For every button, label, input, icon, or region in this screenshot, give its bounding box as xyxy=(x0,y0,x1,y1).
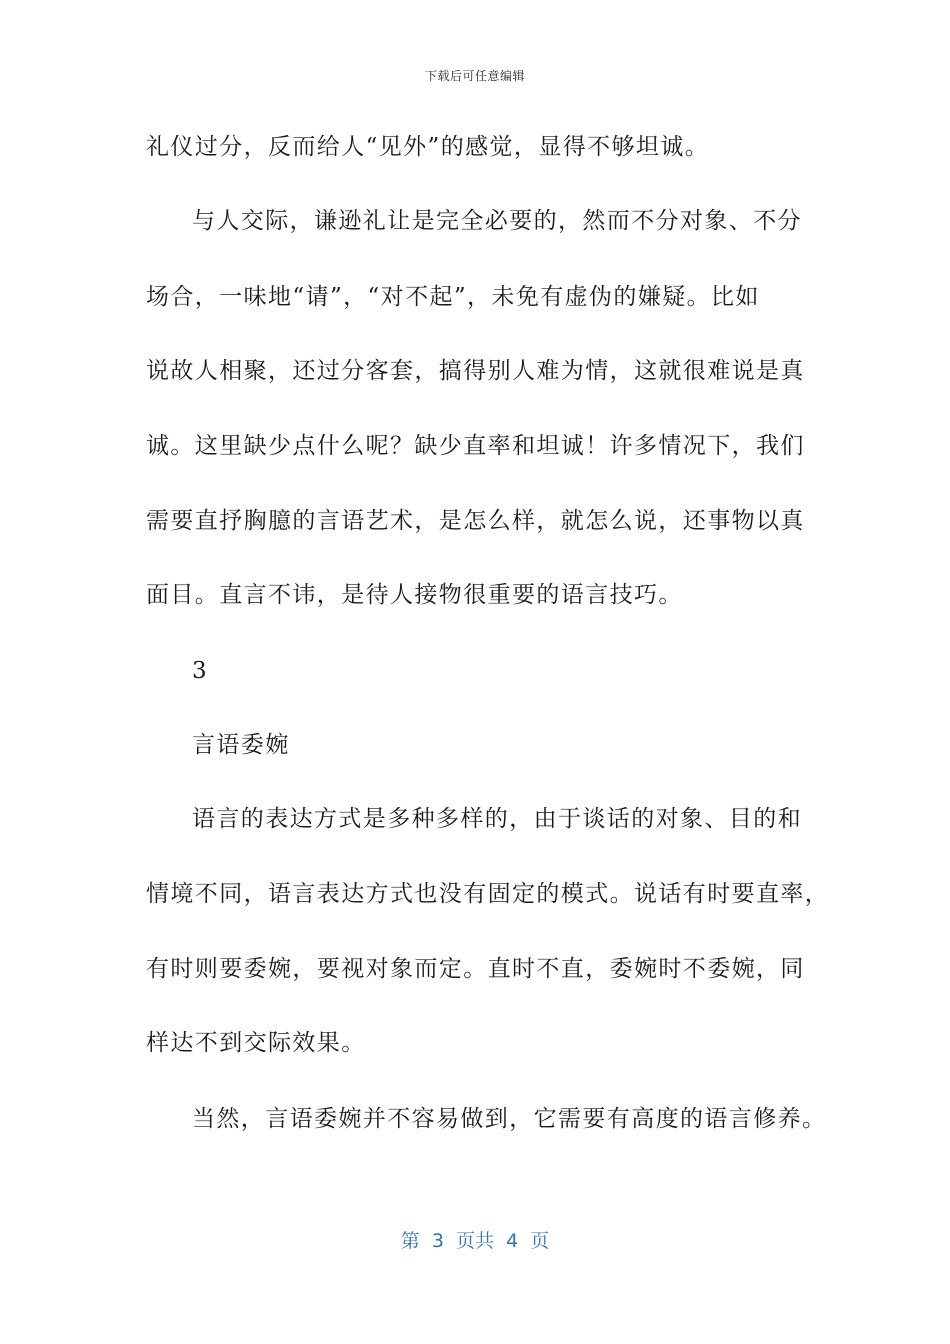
paragraph-line: 场合，一味地“请”，“对不起”，未免有虚伪的嫌疑。比如 xyxy=(146,284,760,310)
page-header-note: 下载后可任意编辑 xyxy=(424,69,525,83)
section-heading: 言语委婉 xyxy=(192,732,290,758)
section-number: 3 xyxy=(192,658,209,684)
paragraph-line: 需要直抒胸臆的言语艺术，是怎么样，就怎么说，还事物以真 xyxy=(146,508,805,534)
paragraph-line: 语言的表达方式是多种多样的，由于谈话的对象、目的和 xyxy=(192,806,802,832)
paragraph-line: 情境不同，语言表达方式也没有固定的模式。说话有时要直率， xyxy=(146,881,830,907)
paragraph-line: 诚。这里缺少点什么呢？缺少直率和坦诚！许多情况下，我们 xyxy=(146,433,805,459)
page-number-footer: 第 3 页共 4 页 xyxy=(400,1230,550,1252)
paragraph-line: 当然，言语委婉并不容易做到，它需要有高度的语言修养。 xyxy=(192,1106,827,1132)
paragraph-line: 有时则要委婉，要视对象而定。直时不直，委婉时不委婉，同 xyxy=(146,956,805,982)
paragraph-line: 说故人相聚，还过分客套，搞得别人难为情，这就很难说是真 xyxy=(146,358,805,384)
paragraph-line: 样达不到交际效果。 xyxy=(146,1030,366,1056)
paragraph-line: 与人交际，谦逊礼让是完全必要的，然而不分对象、不分 xyxy=(192,208,802,234)
paragraph-line: 礼仪过分，反而给人“见外”的感觉，显得不够坦诚。 xyxy=(146,134,710,160)
paragraph-line: 面目。直言不讳，是待人接物很重要的语言技巧。 xyxy=(146,582,683,608)
